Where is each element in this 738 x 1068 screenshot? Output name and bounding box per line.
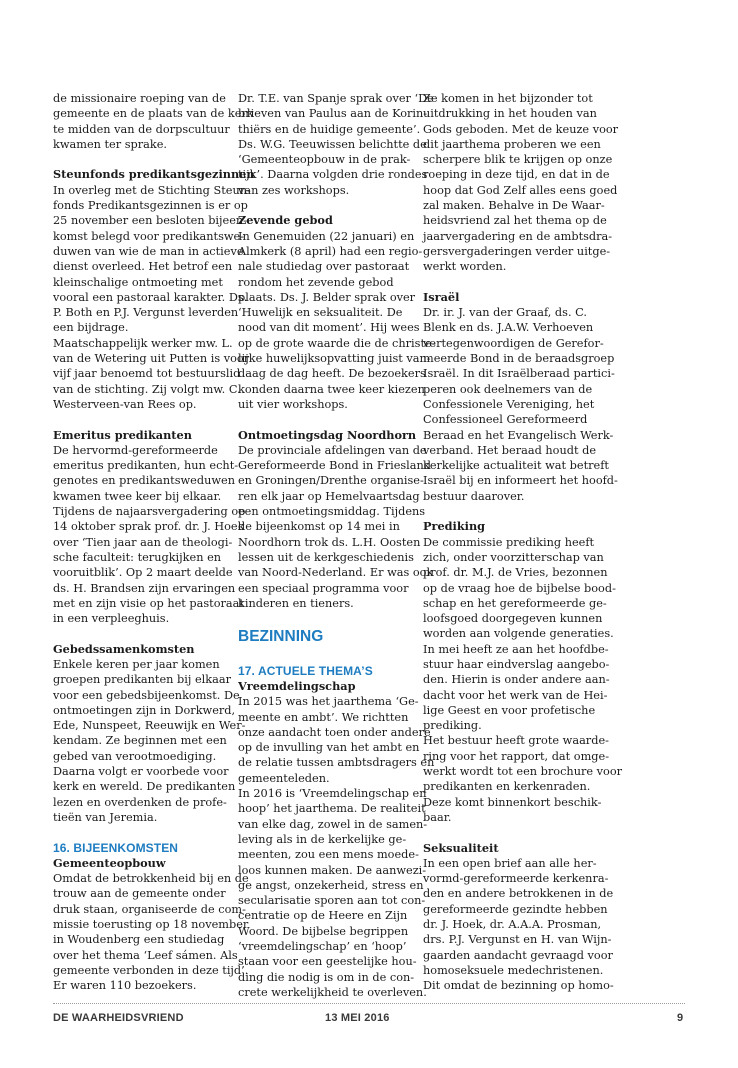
text-line: tijk’. Daarna volgden drie rondes: [238, 168, 428, 182]
text-line: een ontmoetingsmiddag. Tijdens: [238, 505, 426, 519]
text-line: den en andere betrokkenen in de: [423, 887, 614, 901]
text-line: Dr. T.E. van Spanje sprak over ‘De: [238, 92, 434, 105]
text-line: Israël. In dit Israëlberaad partici-: [423, 367, 615, 381]
text-line: thiërs en de huidige gemeente’.: [238, 122, 421, 136]
footer-page-number: 9: [677, 1012, 684, 1024]
text-line: in een verpleeghuis.: [53, 612, 170, 626]
text-line: Ds. W.G. Teeuwissen belichtte de: [238, 137, 427, 151]
text-line: Maatschappelijk werker mw. L.: [53, 336, 233, 350]
article-section: [423, 91, 619, 275]
text-line: lige Geest en voor profetische: [423, 703, 596, 717]
subheading: Gebedssamenkomsten: [53, 641, 195, 656]
text-line: stuur haar eindverslag aangebo-: [423, 657, 610, 671]
text-line: vijf jaar benoemd tot bestuurslid: [53, 367, 241, 381]
subheading: Zevende gebod: [238, 213, 333, 228]
column-3: [423, 91, 623, 994]
text-line: lessen uit de kerkgeschiedenis: [238, 550, 414, 564]
text-line: ds. H. Brandsen zijn ervaringen: [53, 581, 236, 595]
text-line: een bijdrage.: [53, 321, 129, 335]
text-line: kerkelijke actualiteit wat betreft: [423, 459, 609, 473]
text-line: Gereformeerde Bond in Friesland: [238, 459, 432, 473]
text-line: Er waren 110 bezoekers.: [53, 979, 197, 993]
footer-divider: [53, 1003, 685, 1004]
text-line: hoop dat God Zelf alles eens goed: [423, 183, 618, 197]
text-line: de relatie tussen ambtsdragers en: [238, 756, 435, 770]
text-line: gemeente verbonden in deze tijd’.: [53, 963, 249, 977]
subheading: Steunfonds predikantsgezinnen: [53, 167, 255, 182]
text-line: staan voor een geestelijke hou-: [238, 955, 417, 969]
text-line: kerk en wereld. De predikanten: [53, 780, 236, 794]
text-line: ding die nodig is om in de con-: [238, 970, 415, 984]
text-line: ren elk jaar op Hemelvaartsdag: [238, 489, 420, 503]
text-line: drs. P.J. Vergunst en H. van Wijn-: [423, 933, 612, 947]
text-line: jaarvergadering en de ambtsdra-: [423, 229, 613, 243]
text-line: gebed van verootmoediging.: [53, 749, 217, 763]
text-line: kleinschalige ontmoeting met: [53, 275, 223, 289]
text-line: bestuur daarover.: [423, 489, 525, 503]
text-line: van de stichting. Zij volgt mw. C.: [53, 382, 241, 396]
text-line: gersvergaderingen verder uitge-: [423, 244, 611, 258]
text-line: secularisatie sporen aan tot con-: [238, 894, 426, 908]
text-line: ontmoetingen zijn in Dorkwerd,: [53, 703, 236, 717]
text-line: De commissie prediking heeft: [423, 535, 595, 549]
article-section: [53, 641, 246, 826]
text-line: kinderen en tieners.: [238, 596, 354, 610]
article-section: [53, 167, 255, 412]
text-line: dr. J. Hoek, dr. A.A.A. Prosman,: [423, 918, 602, 932]
section-title: BEZINNING: [238, 628, 324, 646]
text-line: Ze komen in het bijzonder tot: [423, 92, 593, 105]
chapter-heading: 17. ACTUELE THEMA’S: [238, 663, 373, 678]
text-line: tieën van Jeremia.: [53, 810, 158, 824]
text-line: gemeente en de plaats van de kerk: [53, 107, 254, 121]
chapter-heading: 16. BIJEENKOMSTEN: [53, 840, 179, 855]
text-line: werkt worden.: [423, 260, 507, 274]
text-line: op de vraag hoe de bijbelse bood-: [423, 581, 616, 595]
subheading: Prediking: [423, 519, 486, 534]
text-line: daag de dag heeft. De bezoekers: [238, 367, 426, 381]
text-line: P. Both en P.J. Vergunst leverden: [53, 306, 239, 320]
text-line: Daarna volgt er voorbede voor: [53, 765, 229, 779]
text-line: van Noord-Nederland. Er was ook: [238, 566, 434, 580]
text-line: in Woudenberg een studiedag: [53, 933, 225, 947]
text-line: meenten, zou een mens moede-: [238, 848, 419, 862]
text-line: sche faculteit: terugkijken en: [53, 550, 222, 564]
text-line: de bijeenkomst op 14 mei in: [238, 520, 400, 534]
text-line: verband. Het beraad houdt de: [423, 443, 597, 457]
text-line: voor een gebedsbijeenkomst. De: [53, 688, 240, 702]
text-line: predikanten en kerkenraden.: [423, 780, 591, 794]
text-line: de missionaire roeping van de: [53, 92, 226, 105]
text-line: fonds Predikantsgezinnen is er op: [53, 199, 248, 213]
text-line: emeritus predikanten, hun echt-: [53, 459, 239, 473]
footer-publication: DE WAARHEIDSVRIEND: [53, 1012, 184, 1024]
text-line: Noordhorn trok ds. L.H. Oosten: [238, 535, 421, 549]
text-line: schap en het gereformeerde ge-: [423, 596, 607, 610]
text-line: vertegenwoordigen de Gerefor-: [423, 336, 604, 350]
text-line: brieven van Paulus aan de Korin-: [238, 107, 428, 121]
text-line: en Groningen/Drenthe organise-: [238, 474, 424, 488]
text-line: Westerveen-van Rees op.: [53, 397, 197, 411]
text-line: Gods geboden. Met de keuze voor: [423, 122, 619, 136]
text-line: rondom het zevende gebod: [238, 275, 394, 289]
text-line: van zes workshops.: [238, 183, 350, 197]
article-section: [423, 519, 623, 825]
text-line: plaats. Ds. J. Belder sprak over: [238, 290, 416, 304]
text-line: loos kunnen maken. De aanwezi-: [238, 863, 427, 877]
text-line: lijke huwelijksopvatting juist van-: [238, 352, 431, 366]
text-line: ‘Gemeenteopbouw in de prak-: [238, 153, 411, 167]
subheading: Israël: [423, 289, 460, 304]
article-section: [238, 626, 414, 648]
text-line: loofsgoed doorgegeven kunnen: [423, 612, 603, 626]
text-line: onze aandacht toen onder andere: [238, 725, 431, 739]
article-section: [238, 213, 436, 412]
text-line: lezen en overdenken de profe-: [53, 795, 227, 809]
text-line: De provinciale afdelingen van de: [238, 443, 427, 457]
text-line: met en zijn visie op het pastoraat: [53, 596, 244, 610]
text-line: De hervormd-gereformeerde: [53, 443, 218, 457]
text-line: nale studiedag over pastoraat: [238, 260, 410, 274]
text-line: 25 november een besloten bijeen-: [53, 214, 247, 228]
text-line: heidsvriend zal het thema op de: [423, 214, 607, 228]
text-line: nood van dit moment’. Hij wees: [238, 321, 420, 335]
text-line: 14 oktober sprak prof. dr. J. Hoek: [53, 520, 245, 534]
column-2: [238, 91, 436, 1000]
article-section: [53, 91, 254, 152]
text-line: In Genemuiden (22 januari) en: [238, 229, 415, 243]
text-line: Deze komt binnenkort beschik-: [423, 795, 602, 809]
text-line: trouw aan de gemeente onder: [53, 887, 226, 901]
article-section: [238, 91, 434, 198]
text-line: Enkele keren per jaar komen: [53, 657, 220, 671]
text-line: In mei heeft ze aan het hoofdbe-: [423, 642, 609, 656]
text-line: dit jaarthema proberen we een: [423, 137, 601, 151]
text-line: baar.: [423, 810, 452, 824]
article-section: [53, 840, 249, 994]
text-line: te midden van de dorpscultuur: [53, 122, 230, 136]
text-line: uit vier workshops.: [238, 397, 348, 411]
text-line: worden aan volgende generaties.: [423, 627, 614, 641]
text-line: meente en ambt’. We richtten: [238, 710, 409, 724]
text-line: den. Hierin is onder andere aan-: [423, 673, 610, 687]
text-line: Dr. ir. J. van der Graaf, ds. C.: [423, 306, 587, 320]
text-line: kendam. Ze beginnen met een: [53, 734, 227, 748]
text-line: Woord. De bijbelse begrippen: [238, 924, 409, 938]
text-line: druk staan, organiseerde de com-: [53, 902, 246, 916]
text-line: crete werkelijkheid te overleven.: [238, 985, 427, 999]
text-line: Het bestuur heeft grote waarde-: [423, 734, 609, 748]
text-line: Almkerk (8 april) had een regio-: [238, 244, 423, 258]
text-line: Beraad en het Evangelisch Werk-: [423, 428, 614, 442]
text-line: homoseksuele medechristenen.: [423, 963, 604, 977]
text-line: prof. dr. M.J. de Vries, bezonnen: [423, 566, 608, 580]
text-line: over ‘Tien jaar aan de theologi-: [53, 535, 233, 549]
text-line: gemeenteleden.: [238, 771, 330, 785]
text-line: op de grote waarde die de christe-: [238, 336, 436, 350]
text-line: centratie op de Heere en Zijn: [238, 909, 408, 923]
text-line: Blenk en ds. J.A.W. Verhoeven: [423, 321, 594, 335]
column-1: [53, 91, 255, 994]
text-line: van elke dag, zowel in de samen-: [238, 817, 428, 831]
text-line: roeping in deze tijd, en dat in de: [423, 168, 610, 182]
text-line: Dit omdat de bezinning op homo-: [423, 979, 614, 993]
text-line: vooruitblik’. Op 2 maart deelde: [53, 566, 233, 580]
text-line: op de invulling van het ambt en: [238, 741, 420, 755]
text-line: konden daarna twee keer kiezen: [238, 382, 425, 396]
text-line: In een open brief aan alle her-: [423, 856, 597, 870]
text-line: kwamen ter sprake.: [53, 137, 168, 151]
text-line: scherpere blik te krijgen op onze: [423, 153, 613, 167]
text-line: In overleg met de Stichting Steun-: [53, 183, 251, 197]
text-line: groepen predikanten bij elkaar: [53, 673, 231, 687]
text-line: uitdrukking in het houden van: [423, 107, 597, 121]
text-line: dienst overleed. Het betrof een: [53, 260, 233, 274]
text-line: genotes en predikantsweduwen: [53, 474, 236, 488]
text-line: werkt wordt tot een brochure voor: [423, 765, 623, 779]
text-line: kwamen twee keer bij elkaar.: [53, 489, 222, 503]
text-line: Israël bij en informeert het hoofd-: [423, 474, 618, 488]
text-line: In 2016 is ‘Vreemdelingschap en: [238, 787, 427, 801]
subheading: Gemeenteopbouw: [53, 855, 166, 870]
text-line: Tijdens de najaarsvergadering op: [53, 505, 246, 519]
text-line: meerde Bond in de beraadsgroep: [423, 352, 615, 366]
text-line: dacht voor het werk van de Hei-: [423, 688, 608, 702]
text-line: een speciaal programma voor: [238, 581, 409, 595]
subheading: Seksualiteit: [423, 840, 499, 855]
text-line: van de Wetering uit Putten is voor: [53, 352, 250, 366]
text-line: over het thema ‘Leef sámen. Als: [53, 948, 238, 962]
text-line: ring voor het rapport, dat omge-: [423, 749, 610, 763]
text-line: vormd-gereformeerde kerkenra-: [423, 872, 609, 886]
subheading: Emeritus predikanten: [53, 427, 192, 442]
text-line: komst belegd voor predikantswe-: [53, 229, 245, 243]
text-line: In 2015 was het jaarthema ‘Ge-: [238, 695, 419, 709]
text-line: prediking.: [423, 719, 482, 733]
text-line: Confessionele Vereniging, het: [423, 397, 595, 411]
article-section: [238, 663, 435, 1001]
text-line: gaarden aandacht gevraagd voor: [423, 948, 613, 962]
text-line: ‘Huwelijk en seksualiteit. De: [238, 306, 403, 320]
subheading: Ontmoetingsdag Noordhorn: [238, 427, 417, 442]
text-line: gereformeerde gezindte hebben: [423, 902, 608, 916]
article-section: [238, 427, 434, 612]
text-line: ge angst, onzekerheid, stress en: [238, 878, 424, 892]
article-section: [53, 427, 246, 627]
text-line: Ede, Nunspeet, Reeuwijk en Wer-: [53, 719, 246, 733]
text-line: vooral een pastoraal karakter. Ds.: [53, 290, 248, 304]
article-section: [423, 289, 618, 504]
text-line: zal maken. Behalve in De Waar-: [423, 199, 605, 213]
text-line: peren ook deelnemers van de: [423, 382, 593, 396]
text-line: Confessioneel Gereformeerd: [423, 413, 588, 427]
text-line: ‘vreemdelingschap’ en ‘hoop’: [238, 940, 407, 954]
text-line: zich, onder voorzitterschap van: [423, 550, 604, 564]
text-line: hoop’ het jaarthema. De realiteit: [238, 802, 426, 816]
text-line: leving als in de kerkelijke ge-: [238, 832, 407, 846]
text-line: Omdat de betrokkenheid bij en de: [53, 872, 249, 886]
subheading: Vreemdelingschap: [238, 678, 356, 693]
text-line: missie toerusting op 18 november: [53, 918, 249, 932]
text-line: duwen van wie de man in actieve: [53, 244, 244, 258]
footer-date: 13 MEI 2016: [325, 1012, 390, 1024]
article-section: [423, 840, 614, 994]
